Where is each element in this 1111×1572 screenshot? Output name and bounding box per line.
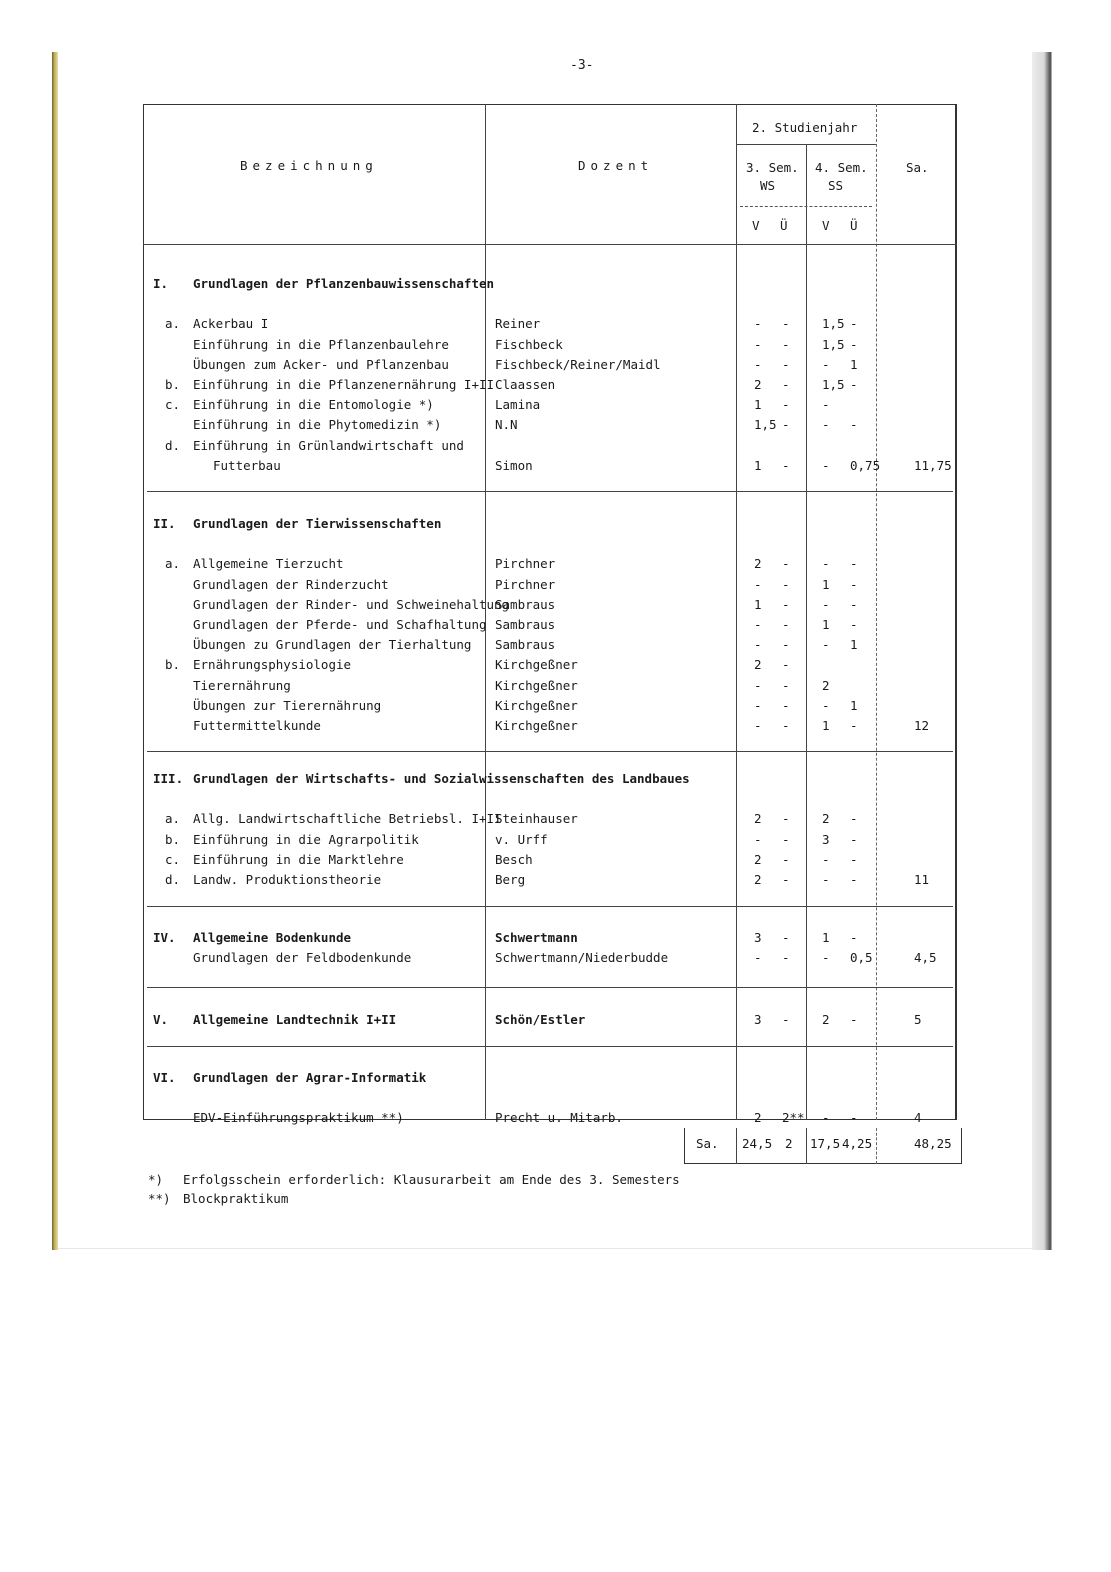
hours-u4: 1 xyxy=(850,637,858,653)
lecturer-name: Precht u. Mitarb. xyxy=(495,1110,623,1126)
header-line-studienjahr xyxy=(736,144,876,145)
hours-sa: 5 xyxy=(914,1012,922,1027)
hours-u4: - xyxy=(850,617,858,632)
hours-v3: - xyxy=(754,950,762,966)
lecturer-name: Fischbeck xyxy=(495,336,563,352)
hours-v3: - xyxy=(754,697,762,713)
hours-u4: 0,75 xyxy=(850,457,881,473)
hours-v3: 3 xyxy=(754,1012,762,1027)
hours-u4: - xyxy=(850,811,858,827)
footnote-text: Blockpraktikum xyxy=(183,1191,289,1206)
row-letter: a. xyxy=(165,316,181,332)
lecturer-name: Kirchgeßner xyxy=(495,677,578,693)
hours-v4: 1,5 xyxy=(822,377,845,392)
hours-u3: - xyxy=(782,596,790,612)
header-dozent: Dozent xyxy=(578,158,654,173)
hours-v3: - xyxy=(754,336,762,352)
section-separator xyxy=(147,1046,953,1047)
hours-v3: 2 xyxy=(754,556,762,572)
hours-v4: 1,5 xyxy=(822,316,845,332)
hours-v3: 1 xyxy=(754,457,762,473)
hours-u3: - xyxy=(782,336,790,352)
hours-v4: - xyxy=(822,851,830,867)
row-letter: c. xyxy=(165,397,181,413)
sum-u4: 4,25 xyxy=(842,1136,873,1151)
row-letter: a. xyxy=(165,811,181,827)
course-name: Grundlagen der Rinder- und Schweinehaltung xyxy=(193,596,510,612)
hours-v3: 1 xyxy=(754,397,762,413)
hours-v3: 2 xyxy=(754,1110,762,1126)
section-number: I. xyxy=(153,276,169,291)
hours-u3: - xyxy=(782,356,790,372)
hours-v3: 3 xyxy=(754,930,762,945)
footnote-mark: **) xyxy=(148,1191,171,1206)
sum-u3: 2 xyxy=(785,1136,793,1151)
header-line-vu xyxy=(740,206,872,207)
hours-v3: 2 xyxy=(754,657,762,673)
header-sem3-ws: WS xyxy=(760,178,776,193)
hours-sa: 12 xyxy=(914,718,930,733)
section-title: Allgemeine Bodenkunde xyxy=(193,930,352,945)
hours-v3: - xyxy=(754,316,762,332)
lecturer-name: Besch xyxy=(495,851,533,867)
hours-u3: - xyxy=(782,377,790,392)
section-title: Grundlagen der Agrar-Informatik xyxy=(193,1070,427,1085)
lecturer-name: Lamina xyxy=(495,397,541,413)
hours-u3: - xyxy=(782,637,790,653)
hours-v3: 1 xyxy=(754,596,762,612)
section-dozent: Schön/Estler xyxy=(495,1012,586,1027)
col-divider-sa xyxy=(876,104,877,1120)
hours-u3: - xyxy=(782,457,790,473)
header-bottom-line xyxy=(143,244,957,245)
sum-v4: 17,5 xyxy=(810,1136,841,1151)
hours-v3: - xyxy=(754,831,762,847)
scan-edge-left xyxy=(52,52,58,1250)
hours-v3: 2 xyxy=(754,872,762,887)
hours-u3: - xyxy=(782,831,790,847)
hours-u4: - xyxy=(850,872,858,887)
header-studienjahr: 2. Studienjahr xyxy=(752,120,858,135)
hours-v4: - xyxy=(822,596,830,612)
course-name: Einführung in die Marktlehre xyxy=(193,851,404,867)
hours-v4: - xyxy=(822,697,830,713)
hours-u4: - xyxy=(850,377,858,392)
hours-u3: 2** xyxy=(782,1110,805,1126)
sum-divider xyxy=(876,1128,877,1164)
hours-v4: 1 xyxy=(822,617,830,632)
course-name: Einführung in Grünlandwirtschaft und xyxy=(193,437,464,453)
hours-u4: - xyxy=(850,930,858,945)
hours-u4: - xyxy=(850,831,858,847)
hours-u3: - xyxy=(782,657,790,673)
row-letter: b. xyxy=(165,377,181,392)
hours-v4: - xyxy=(822,1110,830,1126)
hours-v3: - xyxy=(754,576,762,592)
hours-u3: - xyxy=(782,718,790,733)
header-v3: V xyxy=(752,218,760,233)
hours-u3: - xyxy=(782,556,790,572)
lecturer-name: Kirchgeßner xyxy=(495,697,578,713)
course-name: Einführung in die Agrarpolitik xyxy=(193,831,419,847)
header-sa: Sa. xyxy=(906,160,929,175)
course-name: Einführung in die Phytomedizin *) xyxy=(193,417,442,433)
header-u3: Ü xyxy=(780,218,788,233)
hours-u3: - xyxy=(782,811,790,827)
lecturer-name: N.N xyxy=(495,417,518,433)
hours-u4: - xyxy=(850,576,858,592)
hours-v3: - xyxy=(754,637,762,653)
hours-u3: - xyxy=(782,397,790,413)
section-separator xyxy=(147,987,953,988)
course-name: Einführung in die Pflanzenbaulehre xyxy=(193,336,449,352)
sum-label: Sa. xyxy=(696,1136,719,1151)
hours-v4: 1 xyxy=(822,576,830,592)
hours-u4: 1 xyxy=(850,697,858,713)
hours-v4: - xyxy=(822,417,830,433)
section-separator xyxy=(147,751,953,752)
lecturer-name: v. Urff xyxy=(495,831,548,847)
hours-v4: - xyxy=(822,356,830,372)
section-number: IV. xyxy=(153,930,176,945)
hours-u3: - xyxy=(782,872,790,887)
hours-u4: - xyxy=(850,336,858,352)
course-name: Futtermittelkunde xyxy=(193,718,321,733)
lecturer-name: Pirchner xyxy=(495,556,556,572)
hours-v3: 2 xyxy=(754,811,762,827)
section-number: III. xyxy=(153,771,184,786)
page-number: -3- xyxy=(570,58,594,73)
hours-v4: - xyxy=(822,556,830,572)
hours-u4: - xyxy=(850,718,858,733)
hours-u4: - xyxy=(850,556,858,572)
course-name: Einführung in die Pflanzenernährung I+II xyxy=(193,377,495,392)
course-name: Allg. Landwirtschaftliche Betriebsl. I+II xyxy=(193,811,502,827)
row-letter: b. xyxy=(165,831,181,847)
sum-v3: 24,5 xyxy=(742,1136,773,1151)
course-name: Übungen zum Acker- und Pflanzenbau xyxy=(193,356,449,372)
col-divider-dozent xyxy=(485,104,486,1120)
lecturer-name: Berg xyxy=(495,872,526,887)
course-name: Ackerbau I xyxy=(193,316,269,332)
sum-total: 48,25 xyxy=(914,1136,952,1151)
course-name: Tierernährung xyxy=(193,677,291,693)
hours-u4: 0,5 xyxy=(850,950,873,966)
hours-u4: - xyxy=(850,316,858,332)
hours-v3: - xyxy=(754,617,762,632)
hours-u4: - xyxy=(850,851,858,867)
course-table xyxy=(143,104,957,1120)
hours-u4: 1 xyxy=(850,356,858,372)
section-title: Grundlagen der Tierwissenschaften xyxy=(193,516,442,531)
hours-v4: 1,5 xyxy=(822,336,845,352)
hours-u3: - xyxy=(782,316,790,332)
lecturer-name: Sambraus xyxy=(495,617,556,632)
hours-v3: - xyxy=(754,677,762,693)
row-letter: a. xyxy=(165,556,181,572)
hours-v3: - xyxy=(754,356,762,372)
hours-v4: 2 xyxy=(822,1012,830,1027)
hours-v4: 3 xyxy=(822,831,830,847)
hours-u3: - xyxy=(782,677,790,693)
hours-v4: - xyxy=(822,950,830,966)
section-number: II. xyxy=(153,516,176,531)
hours-v4: 2 xyxy=(822,677,830,693)
lecturer-name: Sambraus xyxy=(495,596,556,612)
course-name: Übungen zu Grundlagen der Tierhaltung xyxy=(193,637,472,653)
lecturer-name: Sambraus xyxy=(495,637,556,653)
hours-v3: 1,5 xyxy=(754,417,777,433)
section-separator xyxy=(147,491,953,492)
footnote-text: Erfolgsschein erforderlich: Klausurarbeit am Ende des 3. Semesters xyxy=(183,1172,680,1187)
row-letter: d. xyxy=(165,437,181,453)
hours-u4: - xyxy=(850,1110,858,1126)
lecturer-name: Claassen xyxy=(495,377,556,392)
sum-divider xyxy=(736,1128,737,1164)
course-name: EDV-Einführungspraktikum **) xyxy=(193,1110,404,1126)
header-sem4: 4. Sem. xyxy=(815,160,868,175)
section-number: VI. xyxy=(153,1070,176,1085)
hours-v4: 1 xyxy=(822,930,830,945)
hours-u3: - xyxy=(782,417,790,433)
hours-u3: - xyxy=(782,851,790,867)
lecturer-name: Reiner xyxy=(495,316,541,332)
course-name: Ernährungsphysiologie xyxy=(193,657,352,673)
hours-u3: - xyxy=(782,617,790,632)
lecturer-name: Kirchgeßner xyxy=(495,718,578,733)
course-name: Übungen zur Tierernährung xyxy=(193,697,382,713)
row-letter: c. xyxy=(165,851,181,867)
hours-v3: 2 xyxy=(754,377,762,392)
course-name: Einführung in die Entomologie *) xyxy=(193,397,434,413)
hours-v4: - xyxy=(822,397,830,413)
hours-sa: 4 xyxy=(914,1110,922,1126)
course-name: Grundlagen der Rinderzucht xyxy=(193,576,389,592)
footnote-mark: *) xyxy=(148,1172,164,1187)
hours-u4: - xyxy=(850,417,858,433)
hours-u3: - xyxy=(782,576,790,592)
hours-v3: 2 xyxy=(754,851,762,867)
hours-v4: 1 xyxy=(822,718,830,733)
lecturer-name: Fischbeck/Reiner/Maidl xyxy=(495,356,661,372)
lecturer-name: Schwertmann/Niederbudde xyxy=(495,950,669,966)
scan-bottom-edge xyxy=(58,1248,1032,1249)
hours-sa: 4,5 xyxy=(914,950,937,966)
hours-u4: - xyxy=(850,1012,858,1027)
row-letter: b. xyxy=(165,657,181,673)
course-name: Grundlagen der Feldbodenkunde xyxy=(193,950,412,966)
section-number: V. xyxy=(153,1012,169,1027)
row-letter: d. xyxy=(165,872,181,887)
lecturer-name: Simon xyxy=(495,457,533,473)
course-name: Landw. Produktionstheorie xyxy=(193,872,382,887)
hours-u3: - xyxy=(782,930,790,945)
col-divider-sem3 xyxy=(736,104,737,1120)
lecturer-name: Kirchgeßner xyxy=(495,657,578,673)
hours-v4: - xyxy=(822,637,830,653)
lecturer-name: Pirchner xyxy=(495,576,556,592)
header-u4: Ü xyxy=(850,218,858,233)
header-v4: V xyxy=(822,218,830,233)
lecturer-name: Steinhauser xyxy=(495,811,578,827)
hours-v3: - xyxy=(754,718,762,733)
scan-edge-right xyxy=(1032,52,1052,1250)
course-name: Grundlagen der Pferde- und Schafhaltung xyxy=(193,617,487,632)
header-sem3: 3. Sem. xyxy=(746,160,799,175)
col-divider-sem4 xyxy=(806,144,807,1120)
section-title: Allgemeine Landtechnik I+II xyxy=(193,1012,397,1027)
course-name: Allgemeine Tierzucht xyxy=(193,556,344,572)
hours-u3: - xyxy=(782,950,790,966)
sum-divider xyxy=(806,1128,807,1164)
hours-u3: - xyxy=(782,1012,790,1027)
hours-v4: - xyxy=(822,457,830,473)
hours-sa: 11,75 xyxy=(914,457,952,473)
hours-u4: - xyxy=(850,596,858,612)
hours-v4: - xyxy=(822,872,830,887)
hours-u3: - xyxy=(782,697,790,713)
course-name: Futterbau xyxy=(213,457,281,473)
section-dozent: Schwertmann xyxy=(495,930,578,945)
hours-v4: 2 xyxy=(822,811,830,827)
section-separator xyxy=(147,906,953,907)
header-sem4-ss: SS xyxy=(828,178,844,193)
section-title: Grundlagen der Pflanzenbauwissenschaften xyxy=(193,276,495,291)
section-title: Grundlagen der Wirtschafts- und Sozialwissenschaften des Landbaues xyxy=(193,771,690,786)
header-bezeichnung: Bezeichnung xyxy=(240,158,378,173)
hours-sa: 11 xyxy=(914,872,930,887)
